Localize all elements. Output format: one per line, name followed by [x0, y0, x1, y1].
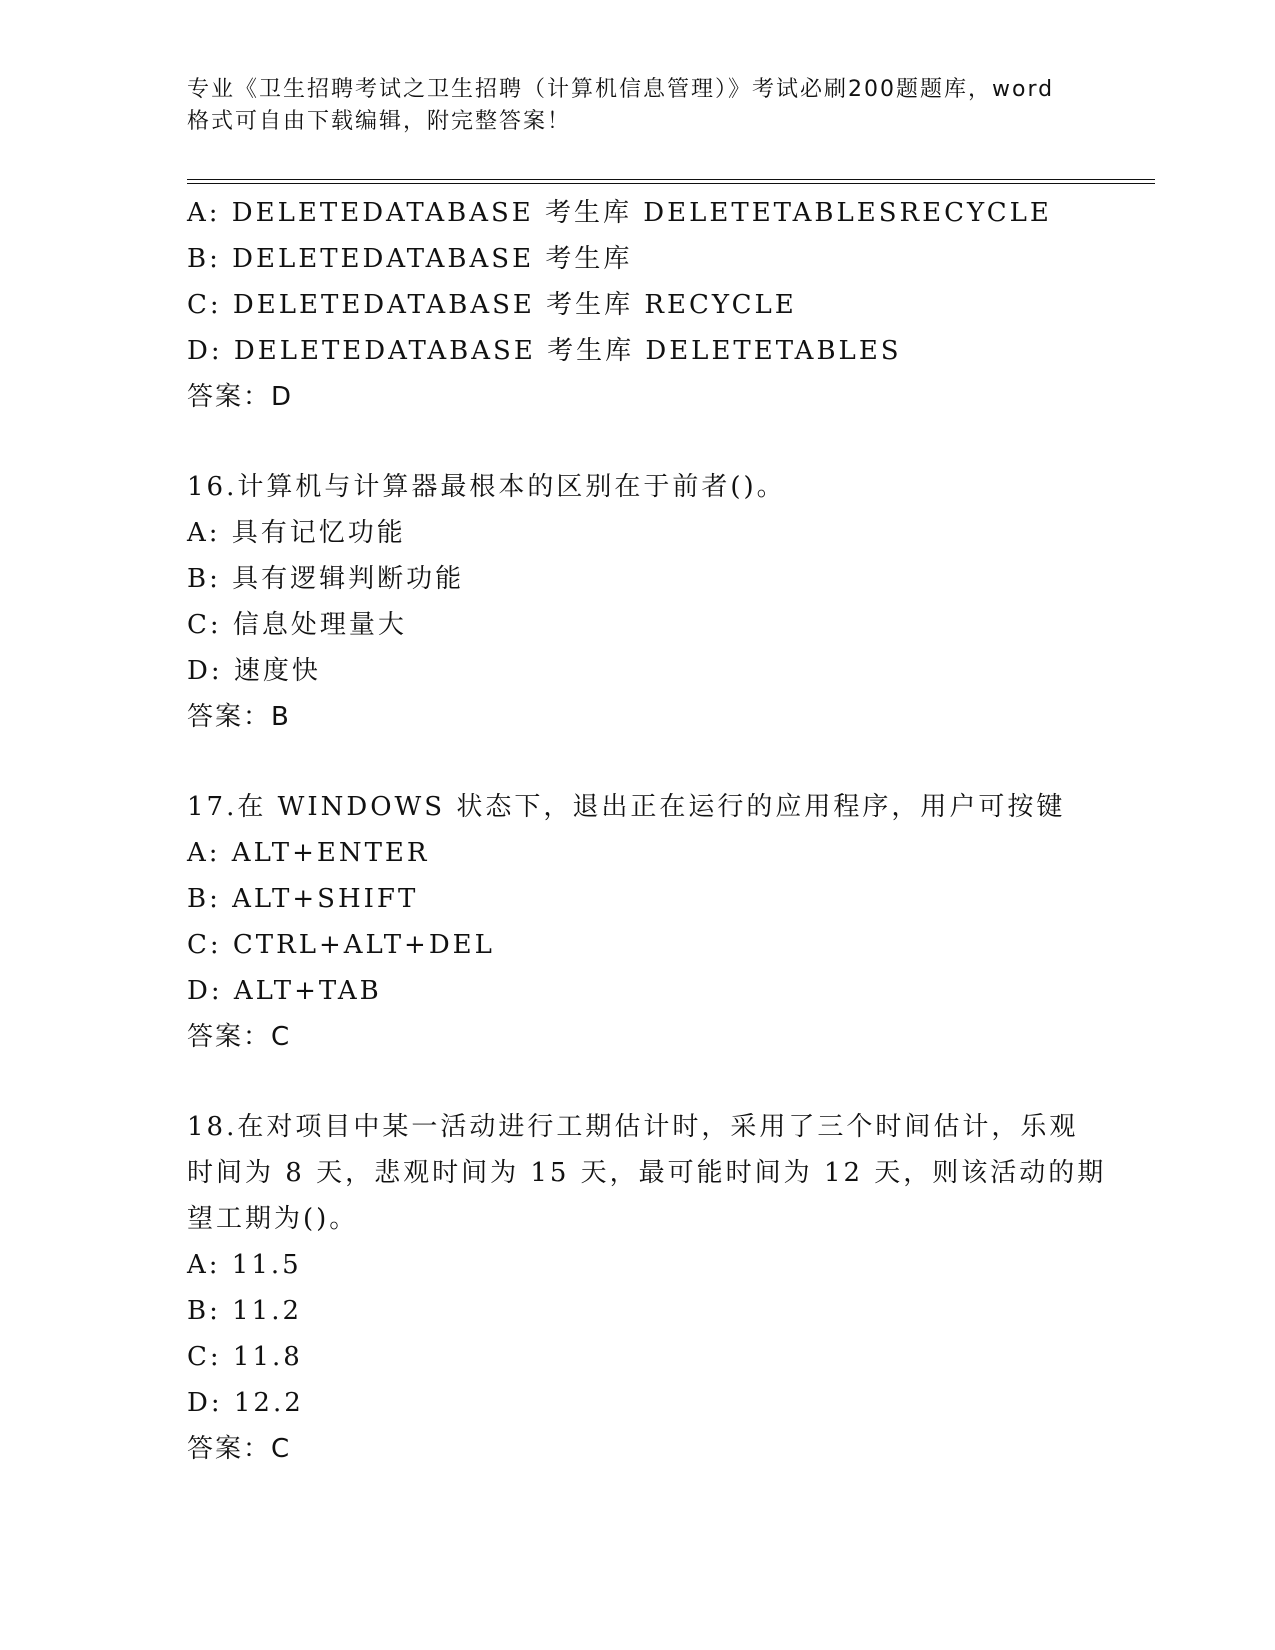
question-block-17: [187, 784, 1147, 1060]
document-header: [187, 74, 1087, 138]
answer-label: 答案：C: [187, 1434, 292, 1464]
question-block-16: [187, 464, 1147, 740]
header-divider-bottom: [187, 183, 1155, 184]
question-stem-line-1: 18.在对项目中某一活动进行工期估计时，采用了三个时间估计，乐观: [187, 1112, 1079, 1142]
option-a: A: 具有记忆功能: [187, 518, 406, 548]
option-a: A: DELETEDATABASE 考生库 DELETETABLESRECYCLE: [187, 198, 1052, 228]
option-a: A: 11.5: [187, 1250, 302, 1280]
answer-label: 答案：D: [187, 382, 294, 412]
option-b: B: ALT+SHIFT: [187, 884, 419, 914]
spacer: [187, 1060, 1147, 1104]
question-block-15: [187, 190, 1147, 420]
option-d: D: 速度快: [187, 656, 321, 686]
option-d: D: DELETEDATABASE 考生库 DELETETABLES: [187, 336, 902, 366]
header-line-2: 格式可自由下载编辑，附完整答案！: [187, 109, 572, 134]
option-c: C: CTRL+ALT+DEL: [187, 930, 495, 960]
question-stem-line-2: 时间为 8 天，悲观时间为 15 天，最可能时间为 12 天，则该活动的期: [187, 1158, 1107, 1188]
option-c: C: 信息处理量大: [187, 610, 407, 640]
header-line-1: 专业《卫生招聘考试之卫生招聘（计算机信息管理）》考试必刷200题题库，word: [187, 77, 1055, 102]
option-b: B: 具有逻辑判断功能: [187, 564, 465, 594]
option-c: C: DELETEDATABASE 考生库 RECYCLE: [187, 290, 797, 320]
answer-label: 答案：C: [187, 1022, 292, 1052]
option-d: D: 12.2: [187, 1388, 304, 1418]
question-stem-line-3: 望工期为()。: [187, 1204, 359, 1234]
option-a: A: ALT+ENTER: [187, 838, 430, 868]
header-divider-top: [187, 179, 1155, 180]
spacer: [187, 740, 1147, 784]
spacer: [187, 420, 1147, 464]
question-stem: 17.在 WINDOWS 状态下，退出正在运行的应用程序，用户可按键: [187, 792, 1066, 822]
option-d: D: ALT+TAB: [187, 976, 382, 1006]
option-b: B: 11.2: [187, 1296, 303, 1326]
answer-label: 答案：B: [187, 702, 291, 732]
question-stem: 16.计算机与计算器最根本的区别在于前者()。: [187, 472, 786, 502]
question-block-18: [187, 1104, 1147, 1472]
option-b: B: DELETEDATABASE 考生库: [187, 244, 633, 274]
option-c: C: 11.8: [187, 1342, 303, 1372]
question-list: [187, 190, 1147, 1472]
